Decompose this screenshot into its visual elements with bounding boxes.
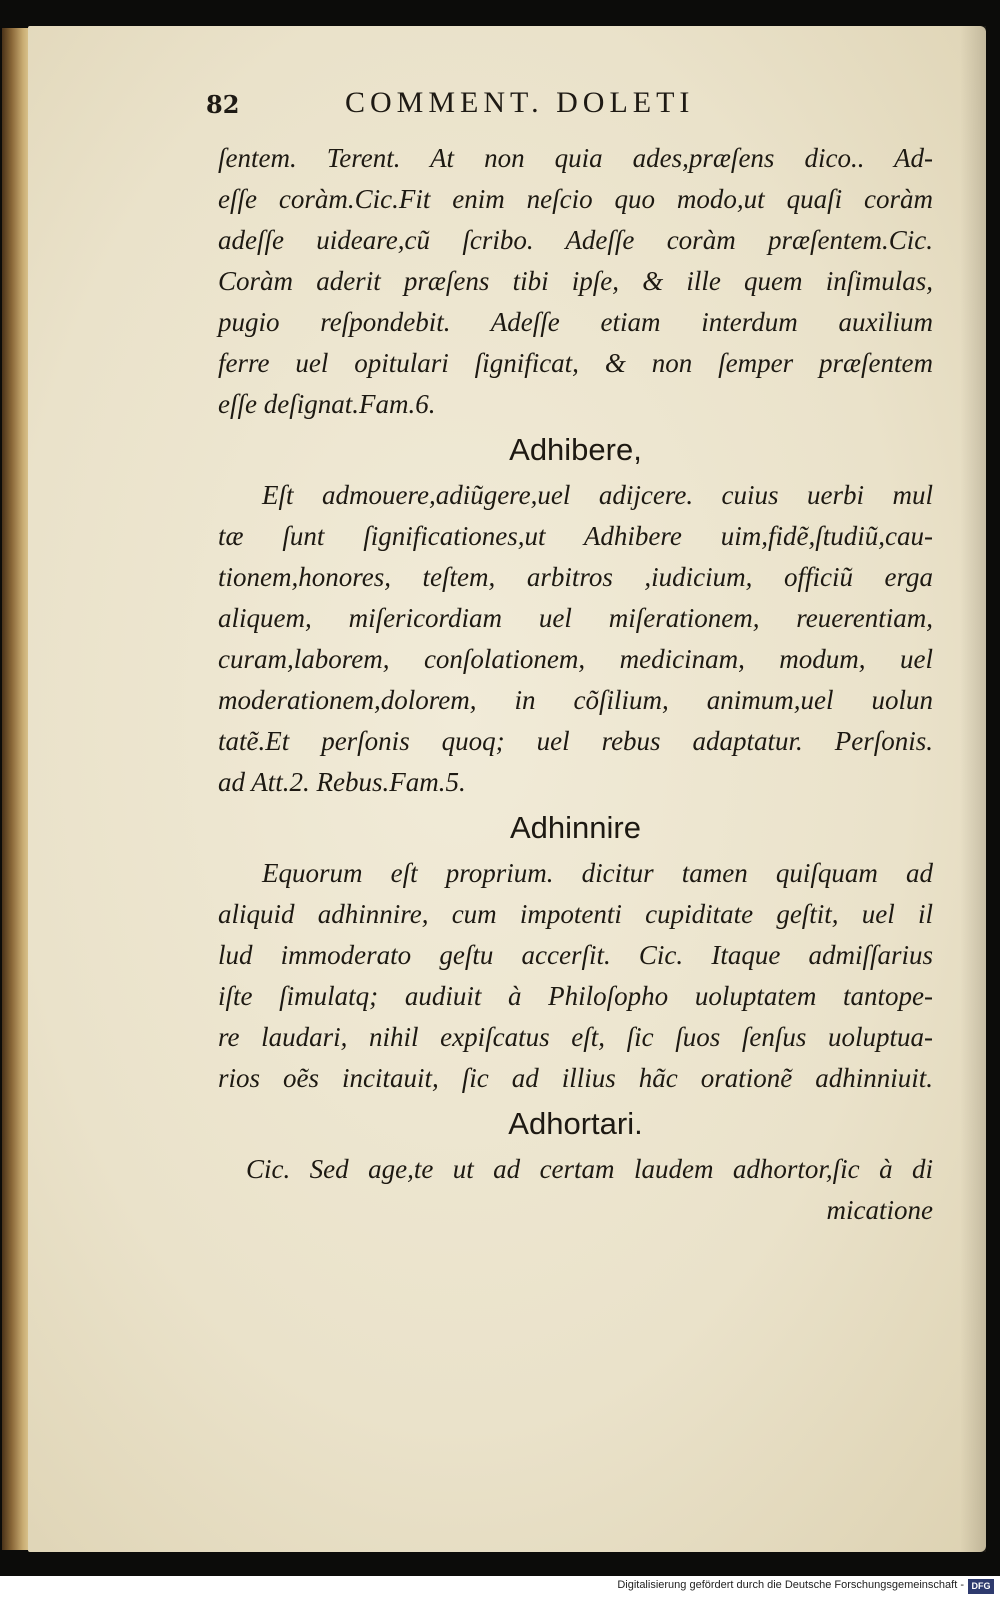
funding-credit: Digitalisierung gefördert durch die Deutsche Forschungsgemeinschaft - — [617, 1579, 964, 1591]
text-line: adeſſe uideare,cũ ſcribo. Adeſſe coràm præſentem.Cic. — [218, 225, 933, 255]
text-line: ferre uel opitulari ſignificat, & non ſemper præſentem — [218, 348, 933, 378]
text-line: tæ ſunt ſignificationes,ut Adhibere uim,fidẽ,ſtudiũ,cau- — [218, 521, 933, 551]
text-line: Eſt admouere,adiũgere,uel adijcere. cuius uerbi mul — [262, 480, 933, 510]
text-line: aliquid adhinnire, cum impotenti cupiditate geſtit, uel il — [218, 899, 933, 929]
text-line: iſte ſimulatq; audiuit à Philoſopho uoluptatem tantope- — [218, 981, 933, 1011]
text-line: ad Att.2. Rebus.Fam.5. — [218, 767, 466, 797]
entry-heading: Adhibere, — [509, 432, 642, 467]
text-line: tatẽ.Et perſonis quoq; uel rebus adaptatur. Perſonis. — [218, 726, 933, 756]
text-line: pugio reſpondebit. Adeſſe etiam interdum auxilium — [218, 307, 933, 337]
text-line: re laudari, nihil expiſcatus eſt, ſic ſuos ſenſus uoluptua- — [218, 1022, 933, 1052]
text-line: Cic. Sed age,te ut ad certam laudem adhortor,ſic à di — [246, 1154, 933, 1184]
text-line: rios oẽs incitauit, ſic ad illius hãc orationẽ adhinniuit. — [218, 1063, 933, 1093]
text-line: Equorum eſt proprium. dicitur tamen quiſquam ad — [262, 858, 933, 888]
page-number: 82 — [206, 90, 240, 119]
text-line: tionem,honores, teſtem, arbitros ,iudicium, officiũ erga — [218, 562, 933, 592]
text-line: lud immoderato geſtu accerſit. Cic. Itaque admiſſarius — [218, 940, 933, 970]
text-line: curam,laborem, conſolationem, medicinam, modum, uel — [218, 644, 933, 674]
dfg-logo-icon: DFG — [968, 1579, 994, 1594]
entry-heading: Adhortari. — [508, 1106, 643, 1141]
text-block — [218, 138, 933, 1231]
page-edge — [2, 28, 30, 1550]
text-line: aliquem, miſericordiam uel miſerationem, reuerentiam, — [218, 603, 933, 633]
footer-strip — [0, 1576, 1000, 1598]
page-gutter-shadow — [960, 26, 986, 1552]
running-head: COMMENT. DOLETI — [345, 86, 695, 119]
text-line: eſſe deſignat.Fam.6. — [218, 389, 436, 419]
text-line: eſſe coràm.Cic.Fit enim neſcio quo modo,ut quaſi coràm — [218, 184, 933, 214]
entry-heading: Adhinnire — [510, 810, 641, 845]
text-line: ſentem. Terent. At non quia ades,præſens dico.. Ad- — [218, 143, 933, 173]
text-line: Coràm aderit præſens tibi ipſe, & ille quem inſimulas, — [218, 266, 933, 296]
text-line: moderationem,dolorem, in cõſilium, animum,uel uolun — [218, 685, 933, 715]
catchword: micatione — [826, 1195, 933, 1225]
